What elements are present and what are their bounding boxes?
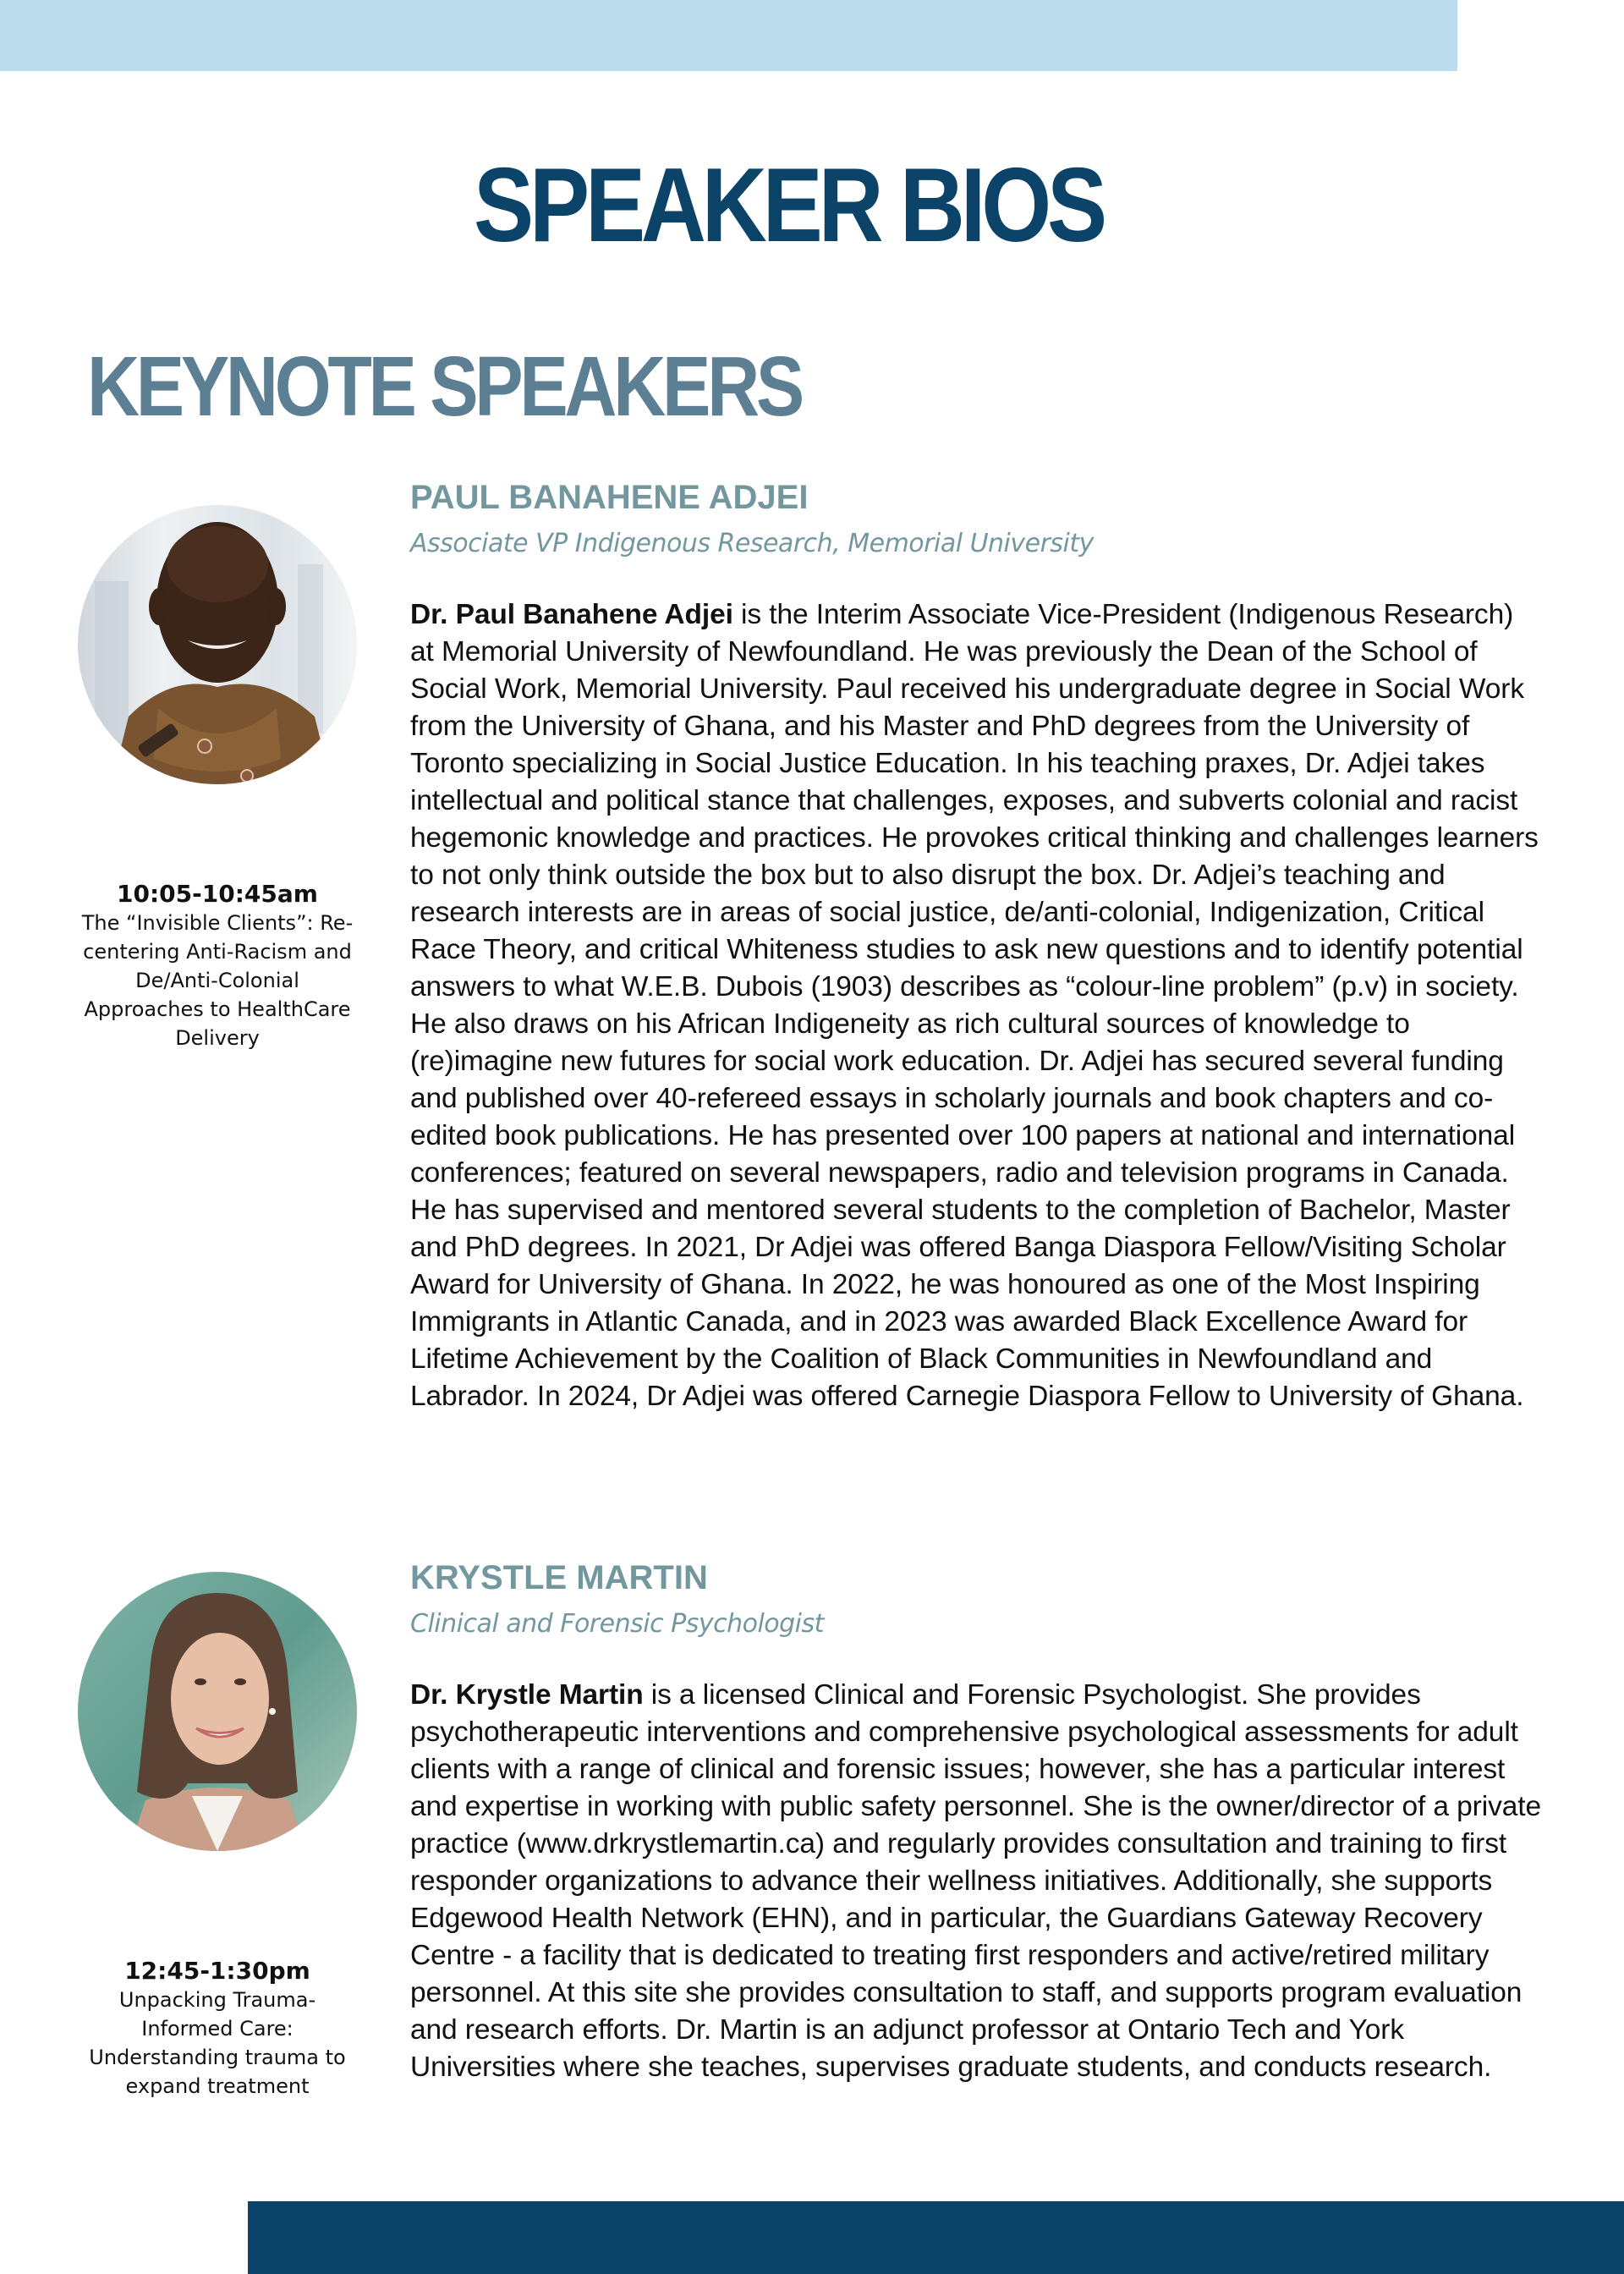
session-time: 12:45-1:30pm	[124, 1957, 310, 1985]
session-info-adjei	[65, 880, 370, 1052]
portrait-photo-icon	[78, 505, 357, 784]
speaker-name: PAUL BANAHENE ADJEI	[410, 479, 809, 516]
speaker-role: Associate VP Indigenous Research, Memorial University	[410, 529, 1094, 558]
portrait-photo-icon	[78, 1572, 357, 1851]
page-title: SPEAKER BIOS	[474, 147, 1103, 264]
top-banner-bar	[0, 0, 1457, 71]
bottom-banner-bar	[248, 2201, 1624, 2274]
section-title-keynote: KEYNOTE SPEAKERS	[87, 339, 801, 434]
speaker-photo-martin	[78, 1572, 357, 1851]
session-info-martin	[65, 1957, 370, 2101]
speaker-bio-text: is a licensed Clinical and Forensic Psychologist. She provides psychotherapeutic interventions and comprehensive psychological assessments for adult clients with a range of clinical and forensic issues; however, she has a particular interest and expertise in working with public safety personnel. She is the owner/director of a private practice (www.drkrystlemartin.ca) and regularly provides consultation and training to first responder organizations to advance their wellness initiatives. Additionally, she supports Edgewood Health Network (EHN), and in particular, the Guardians Gateway Recovery Centre - a facility that is dedicated to treating first responders and active/retired military personnel. At this site she provides consultation to staff, and supports program evaluation and research efforts. Dr. Martin is an adjunct professor at Ontario Tech and York Universities where she teaches, supervises graduate students, and conducts research.	[410, 1679, 1541, 2083]
speaker-bio	[410, 1677, 1544, 2086]
session-time: 10:05-10:45am	[117, 880, 318, 908]
session-topic: The “Invisible Clients”: Re-centering Anti-Racism and De/Anti-Colonial Approaches to HealthCare Delivery	[81, 911, 354, 1050]
speaker-bio-name: Dr. Krystle Martin	[410, 1679, 644, 1711]
speaker-bio-name: Dr. Paul Banahene Adjei	[410, 599, 733, 630]
speaker-bio	[410, 596, 1544, 1415]
speaker-bio-text: is the Interim Associate Vice-President (Indigenous Research) at Memorial University of Newfoundland. He was previously the Dean of the School of Social Work, Memorial University. Paul received his undergraduate degree in Social Work from the University of Ghana, and his Master and PhD degrees from the University of Toronto specializing in Social Justice Education. In his teaching praxes, Dr. Adjei takes intellectual and political stance that challenges, exposes, and subverts colonial and racist hegemonic knowledge and practices. He provokes critical thinking and challenges learners to not only think outside the box but to also disrupt the box. Dr. Adjei’s teaching and research interests are in areas of social justice, de/anti-colonial, Indigenization, Critical Race Theory, and critical Whiteness studies to ask new questions and to identify potential answers to what W.E.B. Dubois (1903) describes as “colour-line problem” (p.v) in society. He also draws on his African Indigeneity as rich cultural sources of knowledge to (re)imagine new futures for social work education. Dr. Adjei has secured several funding and published over 40-refereed essays in scholarly journals and book chapters and co-edited book publications. He has presented over 100 papers at national and international conferences; featured on several newspapers, radio and television programs in Canada. He has supervised and mentored several students to the completion of Bachelor, Master and PhD degrees. In 2021, Dr Adjei was offered Banga Diaspora Fellow/Visiting Scholar Award for University of Ghana. In 2022, he was honoured as one of the Most Inspiring Immigrants in Atlantic Canada, and in 2023 was awarded Black Excellence Award for Lifetime Achievement by the Coalition of Black Communities in Newfoundland and Labrador. In 2024, Dr Adjei was offered Carnegie Diaspora Fellow to University of Ghana.	[410, 599, 1539, 1412]
session-topic: Unpacking Trauma-Informed Care: Understanding trauma to expand treatment	[89, 1988, 346, 2098]
speaker-role: Clinical and Forensic Psychologist	[410, 1609, 824, 1639]
speaker-name: KRYSTLE MARTIN	[410, 1559, 708, 1596]
speaker-photo-adjei	[78, 505, 357, 784]
